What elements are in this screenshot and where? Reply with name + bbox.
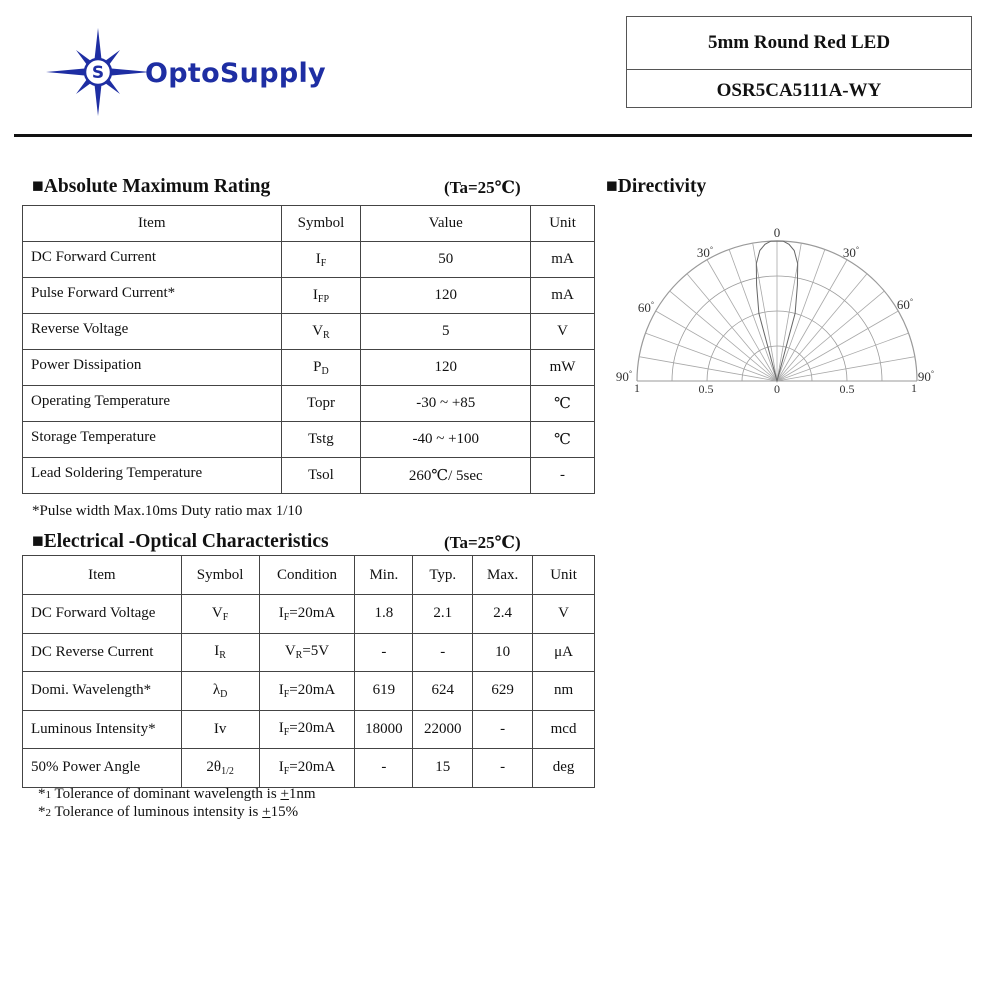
row-item: Lead Soldering Temperature	[23, 458, 282, 494]
row-min: -	[355, 633, 413, 672]
part-number: OSR5CA5111A-WY	[716, 80, 882, 101]
row-symbol: $I_F$	[281, 242, 361, 278]
table-header-row	[23, 206, 595, 242]
eo-heading: ■Electrical -Optical Characteristics	[32, 531, 329, 552]
angle-label-30-left: 30°	[696, 245, 714, 260]
row-typ: 22000	[413, 710, 473, 749]
row-min: 619	[355, 672, 413, 711]
row-unit: V	[533, 595, 595, 634]
header-condition: Condition	[259, 556, 355, 595]
row-typ: 2.1	[413, 595, 473, 634]
row-max: -	[473, 710, 533, 749]
row-value: 120	[361, 350, 531, 386]
row-max: 629	[473, 672, 533, 711]
header-item: Item	[23, 556, 182, 595]
bullet-square-icon: ■	[32, 531, 44, 552]
eo-note-1: *1 Tolerance of dominant wavelength is +1nm	[38, 786, 316, 802]
header-value: Value	[361, 206, 531, 242]
row-item: DC Forward Voltage	[23, 595, 182, 634]
radial-label: 0	[774, 382, 780, 396]
row-unit: deg	[533, 749, 595, 788]
table-header-row	[23, 556, 595, 595]
row-symbol: $V_F$	[181, 595, 259, 634]
angle-label-90-left: 90°	[615, 369, 633, 384]
radial-label: 0.5	[698, 382, 714, 396]
row-value: -30 ~ +85	[361, 386, 531, 422]
row-condition: $I_F=20mA$	[259, 749, 355, 788]
row-unit: mA	[531, 242, 595, 278]
row-item: Luminous Intensity*	[23, 710, 182, 749]
row-unit: ℃	[531, 422, 595, 458]
row-item: DC Forward Current	[23, 242, 282, 278]
row-item: Domi. Wavelength*	[23, 672, 182, 711]
header-max: Max.	[473, 556, 533, 595]
abs-max-table	[22, 205, 595, 494]
abs-max-heading: ■Absolute Maximum Rating	[32, 176, 271, 197]
row-min: -	[355, 749, 413, 788]
angle-label-0: 0	[773, 225, 781, 240]
row-unit: mA	[531, 278, 595, 314]
row-condition: $V_R=5V$	[259, 633, 355, 672]
row-symbol: Tstg	[281, 422, 361, 458]
row-condition: $I_F=20mA$	[259, 595, 355, 634]
angle-label-30-right: 30°	[842, 245, 860, 260]
logo-letter: S	[91, 63, 105, 83]
angle-label-90-right: 90°	[917, 369, 935, 384]
row-value: 260℃/ 5sec	[361, 458, 531, 494]
table-row	[23, 458, 595, 494]
row-unit: ℃	[531, 386, 595, 422]
angle-label-60-left: 60°	[637, 300, 655, 315]
radial-label: 0.5	[839, 382, 855, 396]
row-item: DC Reverse Current	[23, 633, 182, 672]
table-row	[23, 314, 595, 350]
row-condition: $I_F=20mA$	[259, 672, 355, 711]
row-value: 5	[361, 314, 531, 350]
header-unit: Unit	[533, 556, 595, 595]
row-item: Reverse Voltage	[23, 314, 282, 350]
table-row	[23, 710, 595, 749]
eo-table	[22, 555, 595, 788]
row-item: Operating Temperature	[23, 386, 282, 422]
table-row	[23, 633, 595, 672]
title-box	[626, 16, 972, 108]
table-row	[23, 350, 595, 386]
polar-grid	[637, 241, 917, 381]
row-symbol: $\lambda_D$	[181, 672, 259, 711]
row-symbol: Topr	[281, 386, 361, 422]
row-max: 10	[473, 633, 533, 672]
header-min: Min.	[355, 556, 413, 595]
eo-condition: (Ta=25℃)	[444, 533, 521, 552]
row-unit: V	[531, 314, 595, 350]
bullet-square-icon: ■	[606, 176, 618, 197]
row-item: 50% Power Angle	[23, 749, 182, 788]
radial-label: 1	[911, 381, 917, 395]
row-symbol: $P_D$	[281, 350, 361, 386]
row-value: 120	[361, 278, 531, 314]
row-min: 1.8	[355, 595, 413, 634]
header-rule	[14, 134, 972, 137]
eo-note-2: *2 Tolerance of luminous intensity is +15%	[38, 804, 299, 820]
table-row	[23, 386, 595, 422]
table-row	[23, 595, 595, 634]
row-symbol: $V_R$	[281, 314, 361, 350]
radial-label: 1	[634, 381, 640, 395]
row-item: Storage Temperature	[23, 422, 282, 458]
bullet-square-icon: ■	[32, 176, 44, 197]
product-title: 5mm Round Red LED	[627, 17, 971, 70]
row-condition: $I_F=20mA$	[259, 710, 355, 749]
brand-name: OptoSupply	[145, 58, 326, 89]
row-unit: mcd	[533, 710, 595, 749]
directivity-chart	[600, 215, 960, 405]
header-typ: Typ.	[413, 556, 473, 595]
row-item: Pulse Forward Current*	[23, 278, 282, 314]
header-unit: Unit	[531, 206, 595, 242]
row-symbol: $2\theta_{1/2}$	[181, 749, 259, 788]
row-unit: nm	[533, 672, 595, 711]
header-item: Item	[23, 206, 282, 242]
row-value: -40 ~ +100	[361, 422, 531, 458]
row-unit: mW	[531, 350, 595, 386]
row-typ: 624	[413, 672, 473, 711]
row-unit: μA	[533, 633, 595, 672]
row-symbol: Iv	[181, 710, 259, 749]
abs-max-condition: (Ta=25℃)	[444, 178, 521, 197]
header-symbol: Symbol	[181, 556, 259, 595]
row-min: 18000	[355, 710, 413, 749]
row-item: Power Dissipation	[23, 350, 282, 386]
row-typ: 15	[413, 749, 473, 788]
abs-max-footnote: *Pulse width Max.10ms Duty ratio max 1/10	[32, 503, 303, 519]
table-row	[23, 278, 595, 314]
row-symbol: $I_{FP}$	[281, 278, 361, 314]
table-row	[23, 749, 595, 788]
row-max: -	[473, 749, 533, 788]
row-unit: -	[531, 458, 595, 494]
table-row	[23, 672, 595, 711]
header-symbol: Symbol	[281, 206, 361, 242]
table-row	[23, 242, 595, 278]
table-row	[23, 422, 595, 458]
row-symbol: Tsol	[281, 458, 361, 494]
row-typ: -	[413, 633, 473, 672]
row-max: 2.4	[473, 595, 533, 634]
row-value: 50	[361, 242, 531, 278]
directivity-heading: ■Directivity	[606, 176, 707, 197]
angle-label-60-right: 60°	[896, 297, 914, 312]
row-symbol: $I_R$	[181, 633, 259, 672]
